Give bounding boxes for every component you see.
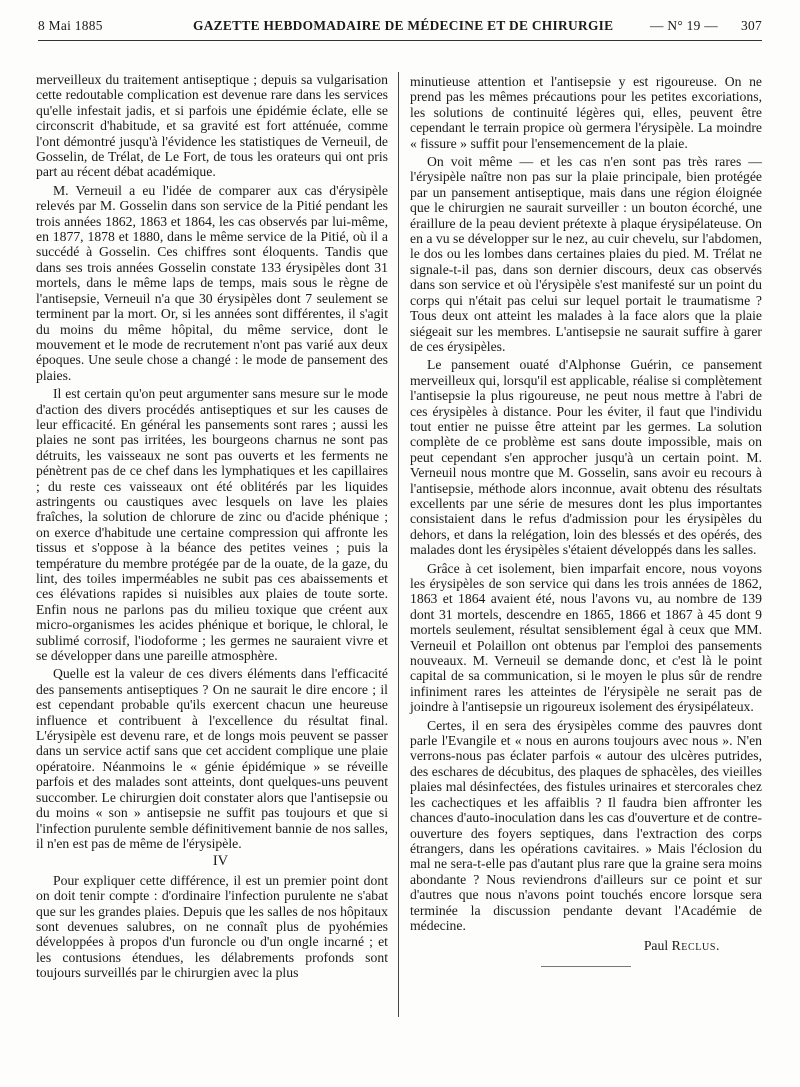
paragraph: Quelle est la valeur de ces divers éléments dans l'efficacité des pansements antiseptiques ? On ne saurait le dire encore ; il est cependant probable qu'ils exercent chacun une heureuse influence et contribuent à l'excellence du résultat final. L'érysipèle est devenu rare, et de longs mois peuvent se passer dans un service actif sans que cet accident complique une plaie opératoire. Néanmoins le « génie épidémique » se réveille parfois et des malades sont atteints, dont quelques-uns peuvent succomber. Le chirurgien doit constater alors que l'antisepsie ou du moins « son » antisepsie ne suffit pas toujours et que si l'infection purulente semble définitivement bannie de nos salles, il n'en est pas de même de l'érysipèle.	[36, 666, 388, 851]
paragraph: Grâce à cet isolement, bien imparfait encore, nous voyons les érysipèles de son service qui dans les trois années de 1862, 1863 et 1864 avaient été, nous l'avons vu, au nombre de 139 dont 31 mortels, descendre en 1865, 1866 et 1867 à 45 dont 9 mortels seulement, résultat sensiblement égal à ceux que MM. Verneuil et Polaillon ont obtenus par l'emploi des pansements nouveaux. M. Verneuil se demande donc, et c'est là le point capital de sa communication, si le moyen le plus sûr de rendre infiniment rares les atteintes de l'érysipèle ne serait pas de joindre à l'antisepsie un rigoureux isolement des érysipélateux.	[410, 560, 762, 715]
issue-number: — N° 19 —	[650, 18, 718, 33]
paragraph: Pour expliquer cette différence, il est un premier point dont on doit tenir compte : d'ordinaire l'infection purulente ne s'abat que sur les grandes plaies. Depuis que les salles de nos hôpitaux sont devenues salubres, on ne connaît plus de pyohémies développées à propos d'un furoncle ou d'un ongle incarné ; et les contusions étendues, les délabrements profonds sont toujours surveillés par le chirurgien avec la plus	[36, 872, 388, 981]
paragraph: Le pansement ouaté d'Alphonse Guérin, ce pansement merveilleux qui, lorsqu'il est applicable, réalise si complètement l'antisepsie la plus rigoureuse, ne peut nous mettre à l'abri de ces érysipèles à distance. Pour les éviter, il faut que l'individu tout entier ne puisse être atteint par les germes. La solution complète de ce problème est sans doute impossible, mais on peut cependant s'en approcher jusqu'à un certain point. M. Verneuil nous montre que M. Gosselin, sans avoir eu recours à l'antisepsie, méthode alors inconnue, avait obtenu des résultats excellents par une série de mesures dont les plus importantes consistaient dans le refus d'admission pour les érysipèles du dehors, et dans la relégation, loin des blessés et des opérés, des malades dont les érysipèles s'étaient développés dans les salles.	[410, 357, 762, 558]
paragraph: Certes, il en sera des érysipèles comme des pauvres dont parle l'Evangile et « nous en aurons toujours avec nous ». N'en verrons-nous pas éclater parfois « autour des ulcères putrides, des eschares de décubitus, des plaques de sphacèles, des vieilles plaies mal désinfectées, des fistules urinaires et stercorales chez les cachectiques et les affaiblis ? Il faudra bien affronter les chances d'auto-inoculation dans les cas d'ouverture et de contre-ouverture des foyers septiques, dans l'extraction des corps étrangers, dans les opérations cavitaires. » Mais l'éclosion du mal ne sera-t-elle pas d'autant plus rare que la graine sera moins abondante ? Nous reviendrons d'ailleurs sur ce point et sur d'autres que nous n'avons point touchés encore lorsque sera terminée la discussion pendante devant l'Académie de médecine.	[410, 717, 762, 933]
author-signature	[410, 938, 762, 953]
paragraph: Il est certain qu'on peut argumenter sans mesure sur le mode d'action des divers procédés antiseptiques et sur les causes de leur efficacité. En général les pansements sont rares ; aussi les plaies ne sont pas irritées, les bourgeons charnus ne sont pas détruits, les vaisseaux ne sont pas ouverts et les ferments ne pénètrent pas de ce chef dans les lymphatiques et les capillaires ; du reste ces vaisseaux ont été oblitérés par les liquides astringents ou caustiques avec lesquels on lave les plaies fraîches, la solution de chlorure de zinc ou d'acide phénique ; on exerce d'habitude une certaine compression qui affronte les tissus et s'oppose à la béance des petites veines ; puis la température du membre protégée par de la ouate, de la gaze, du lint, des toiles imperméables ne subit pas ces abaissements et ces élévations rapides si nuisibles aux plaies de toute sorte. Enfin nous ne parlons pas du milieu toxique que créent aux micro-organismes les acides phénique et borique, le chloral, le sublimé corrosif, l'iodoforme ; les germes ne sauraient vivre et se développer dans une pareille atmosphère.	[36, 386, 388, 664]
section-heading: IV	[212, 853, 229, 870]
left-column	[36, 72, 388, 981]
header-date: 8 Mai 1885	[38, 18, 103, 33]
journal-title: GAZETTE HEBDOMADAIRE DE MÉDECINE ET DE CHIRURGIE	[193, 18, 614, 33]
paragraph: On voit même — et les cas n'en sont pas très rares — l'érysipèle naître non pas sur la plaie principale, bien protégée par un pansement antiseptique, mais dans une région éloignée que le chirurgien ne saurait surveiller : un bouton écorché, une éraillure de la peau devient prétexte à plaque érysipélateuse. On en a vu se développer sur le nez, au cuir chevelu, sur l'abdomen, le dos ou les lombes dans certaines plaies du pied. M. Trélat ne signale-t-il pas, dans son dernier discours, deux cas observés dans son service et où l'érysipèle s'est manifesté sur un point du corps qui n'était pas celui sur lequel portait le traumatisme ? Tous deux ont atteint les malades à la face alors que la plaie siégeait sur les membres. L'antisepsie ne saurait suffire à garer de ces érysipèles.	[410, 154, 762, 354]
author-first-name: Paul	[643, 938, 669, 954]
right-column	[410, 74, 762, 967]
paragraph: merveilleux du traitement antiseptique ; depuis sa vulgarisation cette redoutable complication est devenue rare dans les services qu'elle infestait jadis, et si parfois une épidémie éclate, elle se circonscrit d'habitude, et sa gravité est fort atténuée, comme l'ont démontré jusqu'à l'évidence les statistiques de Verneuil, de Gosselin, de Trélat, de Le Fort, de tous les orateurs qui ont pris part au récent débat académique.	[36, 72, 388, 180]
paragraph: minutieuse attention et l'antisepsie y est rigoureuse. On ne prend pas les mêmes précautions pour les petites excoriations, les solutions de continuité légères qui, elles, peuvent être cependant le terrain propice où germera l'érysipèle. La moindre « fissure » suffit pour l'ensemencement de la plaie.	[410, 74, 762, 151]
page-number: 307	[741, 18, 762, 33]
end-rule	[541, 966, 631, 967]
author-last-name: Reclus.	[671, 938, 720, 954]
running-header	[38, 14, 762, 41]
column-divider	[398, 72, 399, 1017]
paragraph: M. Verneuil a eu l'idée de comparer aux cas d'érysipèle relevés par M. Gosselin dans son service de la Pitié pendant les trois années 1862, 1863 et 1864, les cas observés par lui-même, en 1877, 1878 et 1880, dans le même service de la Pitié, où il a succédé à Gosselin. Ces chiffres sont éloquents. Tandis que dans ses trois années Gosselin constate 133 érysipèles dont 31 mortels, dans le même laps de temps, mais sous le règne de l'antisepsie, Verneuil n'a que 30 érysipèles dont 7 seulement se terminent par la mort. Or, si les années sont différentes, il s'agit du moins du même hôpital, du même service, dont le mouvement et le mode de recrutement n'ont pas varié aux deux époques. Une seule chose a changé : le mode de pansement des plaies.	[36, 182, 388, 383]
